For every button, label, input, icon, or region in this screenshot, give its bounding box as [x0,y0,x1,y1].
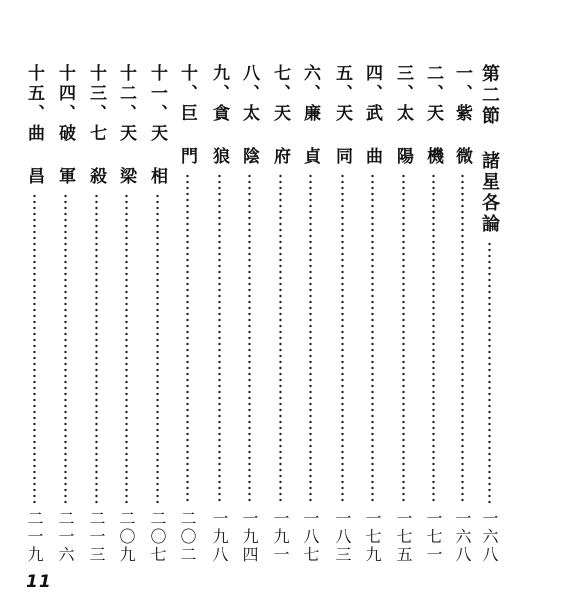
toc-entry [85,64,107,564]
toc-entry [238,64,260,564]
entry-page: 二〇二 [178,510,197,564]
page-number: 11 [26,572,52,592]
dot-leader [341,173,344,504]
toc-entry [54,64,76,564]
entry-label: 十三、七 殺 [86,64,106,187]
entry-label: 十五、曲 昌 [24,64,44,187]
entry-label: 十、巨 門 [177,64,197,167]
entry-label: 十四、破 軍 [55,64,75,187]
dot-leader [461,173,464,504]
entry-label: 一、紫 微 [452,64,472,167]
toc-entry [451,64,473,564]
entry-page: 二〇九 [117,510,136,564]
dot-leader [488,241,491,504]
section-heading-label: 第二節 諸星各論 [479,64,500,235]
entry-label: 三、太 陽 [393,64,413,167]
dot-leader [64,193,67,504]
section-heading-page: 一六八 [480,510,499,564]
entry-page: 一七九 [363,510,382,564]
entry-page: 一八七 [301,510,320,564]
dot-leader [186,173,189,504]
entry-page: 二一三 [87,510,106,564]
entry-label: 六、廉 貞 [300,64,320,167]
dot-leader [248,173,251,504]
entry-label: 二、天 機 [423,64,443,167]
dot-leader [125,193,128,504]
dot-leader [402,173,405,504]
toc-entry [422,64,444,564]
dot-leader [95,193,98,504]
section-heading [478,64,500,564]
toc-entry [23,64,45,564]
entry-page: 一九一 [271,510,290,564]
entry-page: 一七五 [394,510,413,564]
toc-entry [331,64,353,564]
dot-leader [371,173,374,504]
toc-entry [361,64,383,564]
dot-leader [33,193,36,504]
entry-label: 十一、天 相 [147,64,167,187]
toc-entry [392,64,414,564]
dot-leader [218,173,221,504]
entry-page: 二一六 [56,510,75,564]
dot-leader [156,193,159,504]
entry-label: 七、天 府 [270,64,290,167]
entry-page: 一九四 [240,510,259,564]
toc-entry [299,64,321,564]
toc-entry [146,64,168,564]
entry-label: 十二、天 梁 [116,64,136,187]
entry-page: 一六八 [453,510,472,564]
entry-page: 二〇七 [148,510,167,564]
entry-label: 八、太 陰 [239,64,259,167]
toc-entry [115,64,137,564]
entry-page: 二一九 [25,510,44,564]
entry-page: 一七一 [424,510,443,564]
dot-leader [309,173,312,504]
toc-entry [269,64,291,564]
entry-label: 四、武 曲 [362,64,382,167]
toc-entry [208,64,230,564]
entry-label: 五、天 同 [332,64,352,167]
toc-entry [176,64,198,564]
dot-leader [279,173,282,504]
entry-page: 一八三 [333,510,352,564]
entry-label: 九、貪 狼 [209,64,229,167]
entry-page: 一九八 [210,510,229,564]
dot-leader [432,173,435,504]
